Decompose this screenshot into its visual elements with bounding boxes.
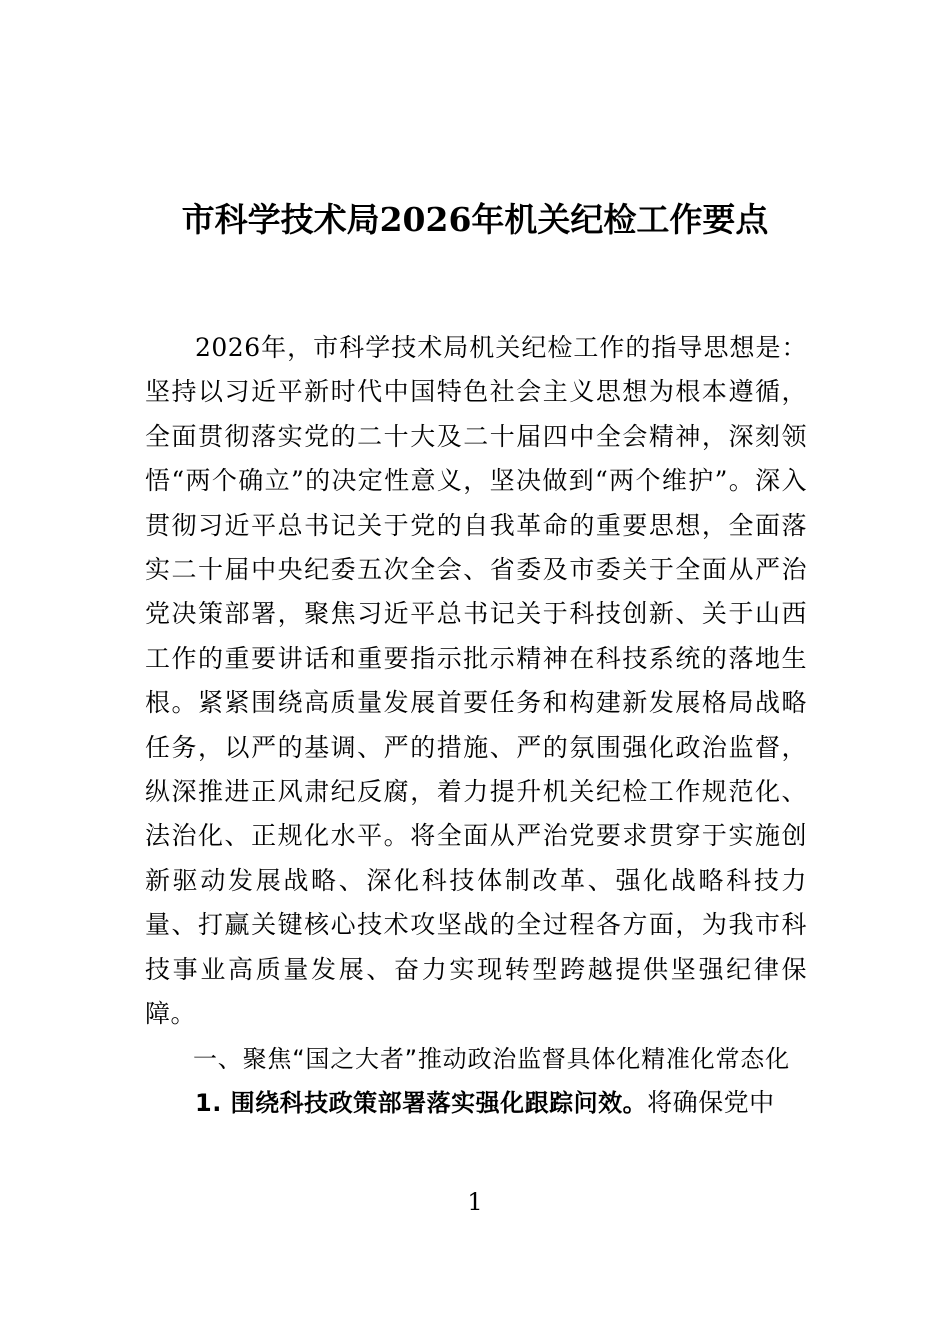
page-number: 1 <box>467 1188 483 1216</box>
document-title: 市科学技术局2026年机关纪检工作要点 <box>181 200 769 239</box>
item-heading: 1. 围绕科技政策部署落实强化跟踪问效。 <box>195 1088 648 1117</box>
item-text: 将确保党中 <box>647 1087 775 1117</box>
intro-paragraph: 2026年，市科学技术局机关纪检工作的指导思想是：坚持以习近平新时代中国特色社会主义思想为根本遵循，全面贯彻落实党的二十大及二十届四中全会精神，深刻领悟“两个确立”的决定性意义，坚决做到“两个维护”。深入贯彻习近平总书记关于党的自我革命的重要思想，全面落实二十届中央纪委五次全会、省委及市委关于全面从严治党决策部署，聚焦习近平总书记关于科技创新、关于山西工作的重要讲话和重要指示批示精神在科技系统的落地生根。紧紧围绕高质量发展首要任务和构建新发展格局战略任务，以严的基调、严的措施、严的氛围强化政治监督，纵深推进正风肃纪反腐，着力提升机关纪检工作规范化、法治化、正规化水平。将全面从严治党要求贯穿于实施创新驱动发展战略、深化科技体制改革、强化战略科技力量、打赢关键核心技术攻坚战的全过程各方面，为我市科技事业高质量发展、奋力实现转型跨越提供坚强纪律保障。 <box>145 333 807 1029</box>
item-paragraph <box>145 1081 807 1125</box>
section-heading: 一、聚焦“国之大者”推动政治监督具体化精准化常态化 <box>193 1044 790 1073</box>
document-body <box>145 326 807 1125</box>
